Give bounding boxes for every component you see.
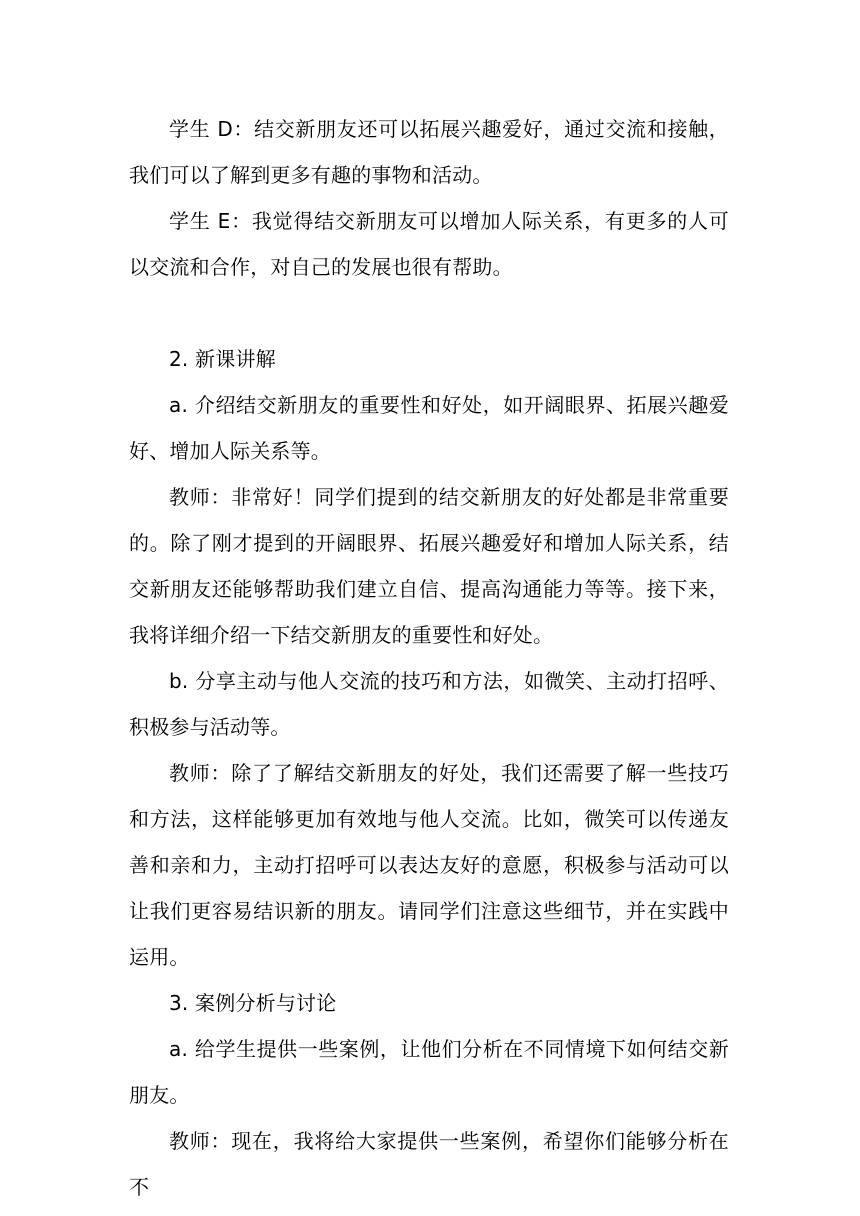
- item-a-cases: a. 给学生提供一些案例，让他们分析在不同情境下如何结交新朋友。: [129, 1037, 729, 1107]
- paragraph-gap: [129, 290, 729, 336]
- item-b-skills: b. 分享主动与他人交流的技巧和方法，如微笑、主动打招呼、积极参与活动等。: [129, 669, 729, 739]
- teacher-paragraph-benefits: 教师：非常好！同学们提到的结交新朋友的好处都是非常重要的。除了刚才提到的开阔眼界、拓展兴趣爱好和增加人际关系，结交新朋友还能够帮助我们建立自信、提高沟通能力等等。接下来，我将详细介绍一下结交新朋友的重要性和好处。: [129, 485, 729, 647]
- item-a-benefits: a. 介绍结交新朋友的重要性和好处，如开阔眼界、拓展兴趣爱好、增加人际关系等。: [129, 393, 729, 463]
- student-e-paragraph: 学生 E：我觉得结交新朋友可以增加人际关系，有更多的人可以交流和合作，对自己的发展也很有帮助。: [129, 209, 729, 279]
- student-d-paragraph: 学生 D：结交新朋友还可以拓展兴趣爱好，通过交流和接触，我们可以了解到更多有趣的事物和活动。: [129, 117, 729, 187]
- teacher-paragraph-skills: 教师：除了了解结交新朋友的好处，我们还需要了解一些技巧和方法，这样能够更加有效地与他人交流。比如，微笑可以传递友善和亲和力，主动打招呼可以表达友好的意愿，积极参与活动可以让我们更容易结识新的朋友。请同学们注意这些细节，并在实践中运用。: [129, 761, 729, 969]
- section-heading-case-analysis: 3. 案例分析与讨论: [169, 991, 337, 1015]
- section-heading-new-lesson: 2. 新课讲解: [169, 347, 276, 371]
- document-body: [129, 106, 729, 1210]
- teacher-paragraph-cases: 教师：现在，我将给大家提供一些案例，希望你们能够分析在不: [129, 1129, 729, 1199]
